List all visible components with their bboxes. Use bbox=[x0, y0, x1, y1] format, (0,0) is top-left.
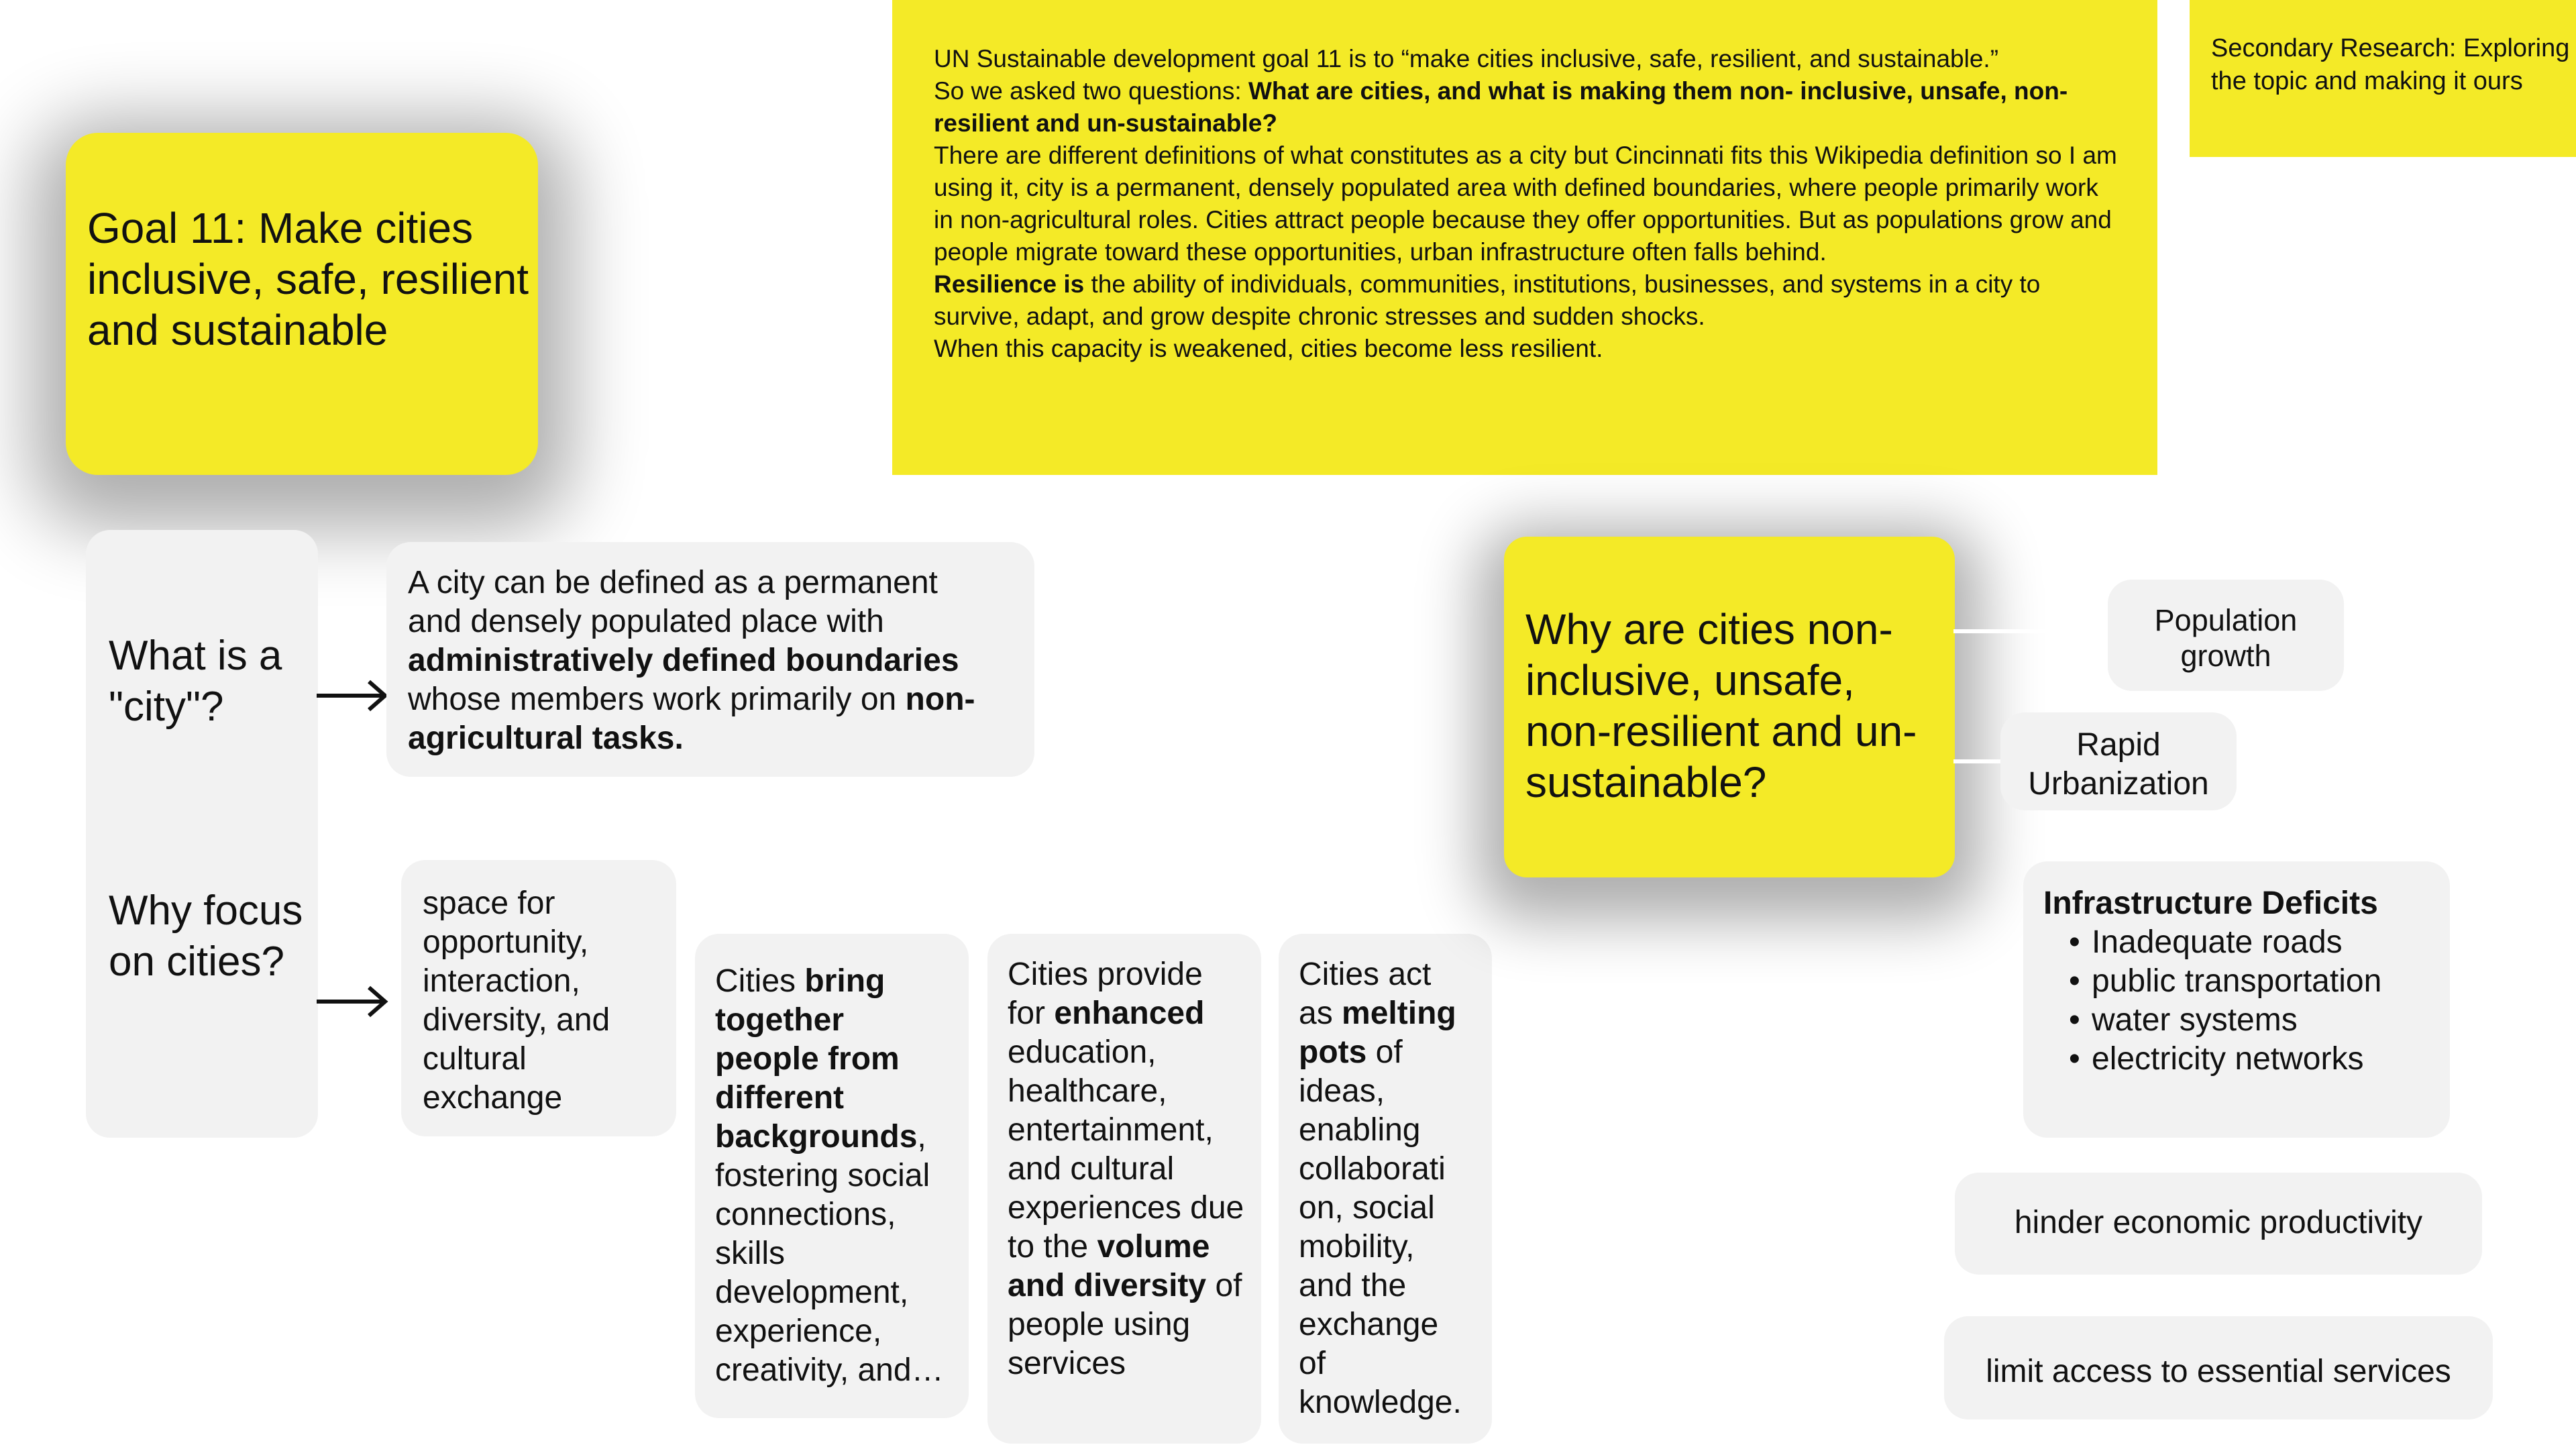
question-what-is-city: What is a "city"? bbox=[109, 633, 282, 730]
rapid-urbanization-text: Rapid Urbanization bbox=[2028, 727, 2209, 802]
population-growth-card[interactable] bbox=[2108, 580, 2344, 691]
rapid-urbanization-card[interactable] bbox=[2000, 712, 2237, 810]
right-arrow-icon bbox=[315, 679, 389, 712]
cities-provide-card[interactable] bbox=[987, 934, 1261, 1444]
intro-line-5: When this capacity is weakened, cities become less resilient. bbox=[934, 335, 1603, 362]
intro-line-4: Resilience is the ability of individuals, communities, institutions, businesses, and systems in a city to survive, adapt, and grow despite chronic stresses and sudden shocks. bbox=[934, 270, 2041, 330]
cities-melting-text: Cities act as melting pots of ideas, enabling collaborati on, social mobility, and the exchange of knowledge. bbox=[1299, 957, 1462, 1420]
limit-access-text: limit access to essential services bbox=[1986, 1354, 2451, 1389]
list-item: • water systems bbox=[2043, 1001, 2450, 1040]
bullet-icon: • bbox=[2069, 1002, 2080, 1038]
secondary-research-text: Secondary Research: Exploring the topic and making it ours bbox=[2211, 34, 2570, 95]
infrastructure-list bbox=[2043, 923, 2450, 1079]
connector-line bbox=[1953, 629, 2047, 633]
bullet-icon: • bbox=[2069, 1041, 2080, 1077]
bullet-icon: • bbox=[2069, 963, 2080, 999]
space-card-text: space for opportunity, interaction, diversity, and cultural exchange bbox=[423, 885, 610, 1116]
goal-11-text: Goal 11: Make cities inclusive, safe, resilient and sustainable bbox=[87, 204, 529, 354]
question-why-focus: Why focus on cities? bbox=[109, 888, 303, 985]
cities-melting-pots-card[interactable] bbox=[1279, 934, 1492, 1444]
infrastructure-title: Infrastructure Deficits bbox=[2043, 885, 2378, 921]
infrastructure-deficits-card[interactable] bbox=[2023, 861, 2450, 1138]
limit-access-card[interactable] bbox=[1944, 1316, 2493, 1419]
city-definition-text: A city can be defined as a permanent and densely populated place with administratively defined boundaries whose members work primarily on non-agricultural tasks. bbox=[408, 565, 975, 756]
city-definition-card[interactable] bbox=[386, 542, 1034, 777]
list-item: • public transportation bbox=[2043, 962, 2450, 1001]
intro-line-2: So we asked two questions: What are cities, and what is making them non- inclusive, unsafe, non-resilient and un-sustainable? bbox=[934, 77, 2068, 137]
bullet-icon: • bbox=[2069, 924, 2080, 960]
list-item: • Inadequate roads bbox=[2043, 923, 2450, 962]
right-arrow-icon bbox=[315, 985, 389, 1018]
cities-provide-text: Cities provide for enhanced education, healthcare, entertainment, and cultural experiences due to the volume and diversity of people using services bbox=[1008, 957, 1244, 1381]
intro-line-1: UN Sustainable development goal 11 is to “make cities inclusive, safe, resilient, and sustainable.” bbox=[934, 45, 1999, 72]
hinder-productivity-card[interactable] bbox=[1955, 1173, 2482, 1275]
goal-11-sticky-note[interactable] bbox=[66, 133, 538, 475]
secondary-research-note[interactable] bbox=[2190, 0, 2576, 157]
why-cities-sticky-note[interactable] bbox=[1504, 537, 1955, 877]
list-item: • electricity networks bbox=[2043, 1040, 2450, 1079]
hinder-productivity-text: hinder economic productivity bbox=[2014, 1205, 2423, 1240]
space-for-opportunity-card[interactable] bbox=[401, 860, 676, 1136]
intro-sticky-note[interactable] bbox=[892, 0, 2157, 475]
cities-bring-together-card[interactable] bbox=[695, 934, 969, 1418]
why-cities-text: Why are cities non-inclusive, unsafe, non-resilient and un-sustainable? bbox=[1525, 605, 1917, 806]
population-growth-text: Population growth bbox=[2154, 603, 2298, 673]
cities-bring-text: Cities bring together people from different backgrounds, fostering social connections, skills development, experience, creativity, and… bbox=[715, 963, 944, 1388]
intro-line-3: There are different definitions of what constitutes as a city but Cincinnati fits this Wikipedia definition so I am using it, city is a permanent, densely populated area with defined boundaries, where people primarily work in non-agricultural roles. Cities attract people because they offer opportunities. But as populations grow and people migrate toward these opportunities, urban infrastructure often falls behind. bbox=[934, 142, 2117, 266]
questions-column[interactable] bbox=[86, 530, 318, 1138]
